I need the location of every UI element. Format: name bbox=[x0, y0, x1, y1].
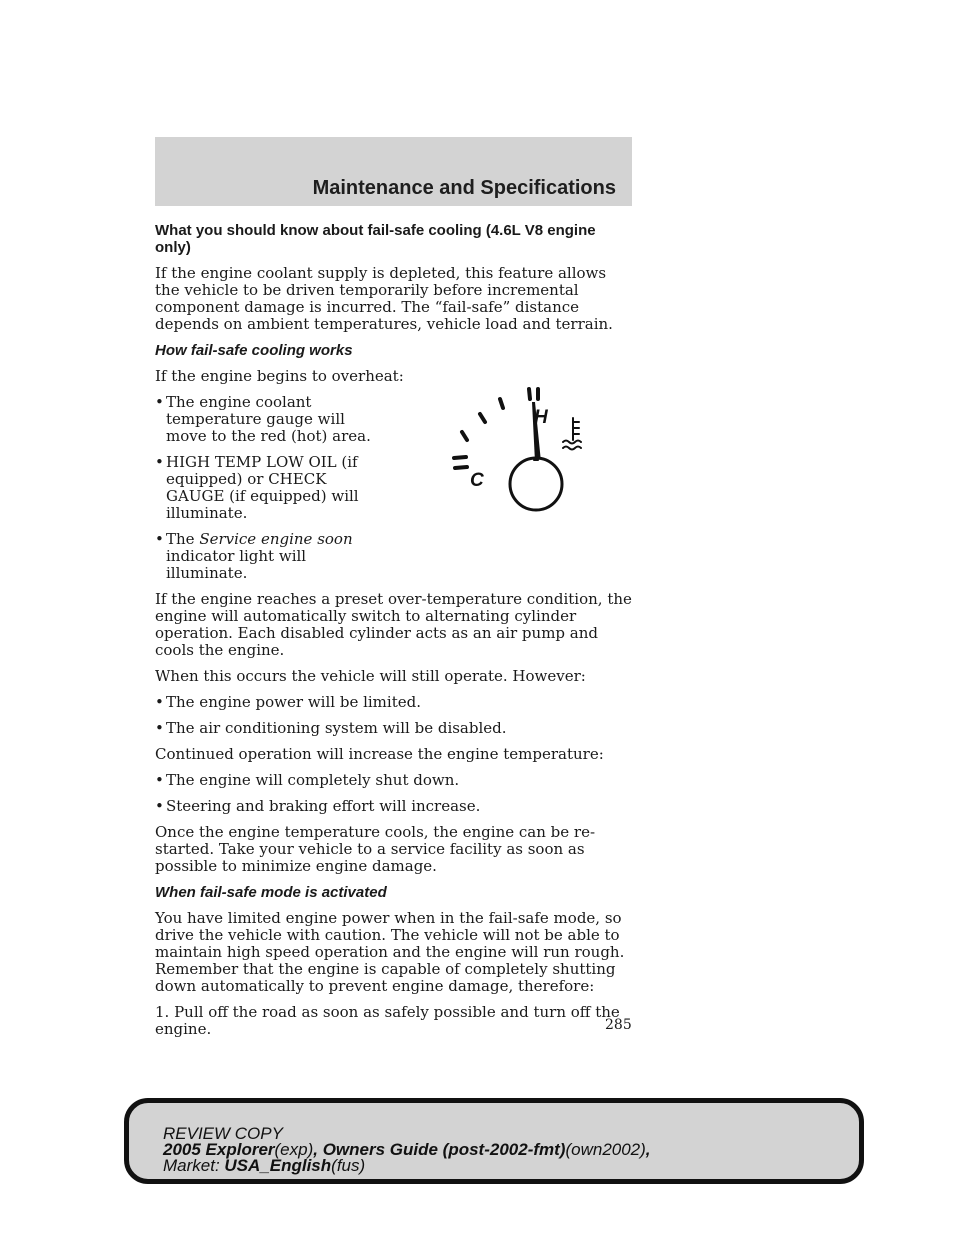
continued-paragraph: Continued operation will increase the engine temperature: bbox=[155, 745, 604, 763]
intro-paragraph: If the engine coolant supply is depleted, this feature allows the vehicle to be driven temporarily before incremental component damage is incurred. The “fail-safe” distance depends on ambient temperatures, vehicle load and terrain. bbox=[155, 264, 613, 333]
list-item bbox=[155, 798, 635, 815]
list-item bbox=[155, 394, 380, 445]
list-item-text: The engine coolant temperature gauge will move to the red (hot) area. bbox=[166, 393, 371, 445]
market-code: (fus) bbox=[331, 1156, 366, 1175]
list-item bbox=[155, 454, 380, 522]
gauge-hot-label: H bbox=[534, 407, 548, 428]
activated-paragraph: You have limited engine power when in the fail-safe mode, so drive the vehicle with caution. The vehicle will not be able to maintain high speed operation and the engine will run rough. Remember that the engine is capable of completely shutting down automatically to prevent engine damage, therefore: bbox=[155, 909, 625, 995]
list-item-text: The air conditioning system will be disabled. bbox=[166, 719, 507, 737]
temperature-gauge-icon bbox=[445, 382, 590, 512]
review-copy-label: REVIEW COPY bbox=[163, 1124, 283, 1143]
activated-heading: When fail-safe mode is activated bbox=[155, 884, 387, 901]
bullet-dot: • bbox=[155, 530, 164, 548]
list-item-text: Steering and braking effort will increase. bbox=[166, 797, 481, 815]
review-footer bbox=[163, 1126, 651, 1174]
footer-sep: , bbox=[313, 1140, 323, 1159]
header-band bbox=[155, 137, 632, 206]
list-item bbox=[155, 720, 635, 737]
footer-market-line bbox=[163, 1158, 651, 1174]
step-1: 1. Pull off the road as soon as safely possible and turn off the engine. bbox=[155, 1003, 620, 1038]
content bbox=[155, 222, 635, 1047]
when-occurs-paragraph: When this occurs the vehicle will still operate. However: bbox=[155, 667, 586, 685]
section-heading: What you should know about fail-safe cooling (4.6L V8 engine only) bbox=[155, 222, 596, 256]
bullet-dot: • bbox=[155, 693, 164, 711]
guide-code: (own2002) bbox=[565, 1140, 646, 1159]
how-lead: If the engine begins to overheat: bbox=[155, 367, 404, 385]
list-item bbox=[155, 772, 635, 789]
page-number: 285 bbox=[605, 1017, 632, 1033]
list-item bbox=[155, 531, 380, 582]
market-name: USA_English bbox=[224, 1156, 332, 1175]
gauge-cold-label: C bbox=[470, 470, 484, 491]
once-paragraph: Once the engine temperature cools, the engine can be re-started. Take your vehicle to a service facility as soon as possible to minimize engine damage. bbox=[155, 823, 596, 875]
bullet-dot: • bbox=[155, 393, 164, 411]
bullet-dot: • bbox=[155, 771, 164, 789]
list-item-text: The engine will completely shut down. bbox=[166, 771, 460, 789]
guide-name: Owners Guide (post-2002-fmt) bbox=[322, 1140, 566, 1159]
list-item bbox=[155, 694, 635, 711]
service-engine-soon-label: Service engine soon bbox=[199, 530, 353, 548]
bullet-dot: • bbox=[155, 453, 164, 471]
service-prefix: The bbox=[166, 530, 200, 548]
list-item-text: The engine power will be limited. bbox=[166, 693, 421, 711]
preset-paragraph: If the engine reaches a preset over-temperature condition, the engine will automatically switch to alternating cylinder operation. Each disabled cylinder acts as an air pump and cools the engine. bbox=[155, 590, 632, 659]
page-title: Maintenance and Specifications bbox=[312, 177, 616, 199]
how-heading: How fail-safe cooling works bbox=[155, 342, 353, 359]
service-suffix: indicator light will illuminate. bbox=[166, 547, 307, 582]
list-item-text: HIGH TEMP LOW OIL (if equipped) or CHECK GAUGE (if equipped) will illuminate. bbox=[166, 453, 359, 522]
bullet-dot: • bbox=[155, 719, 164, 737]
model-name: 2005 Explorer bbox=[163, 1140, 275, 1159]
list-item-text bbox=[166, 531, 380, 582]
market-label: Market: bbox=[163, 1156, 225, 1175]
bullet-dot: • bbox=[155, 797, 164, 815]
model-code: (exp) bbox=[274, 1140, 314, 1159]
footer-end: , bbox=[645, 1140, 651, 1159]
